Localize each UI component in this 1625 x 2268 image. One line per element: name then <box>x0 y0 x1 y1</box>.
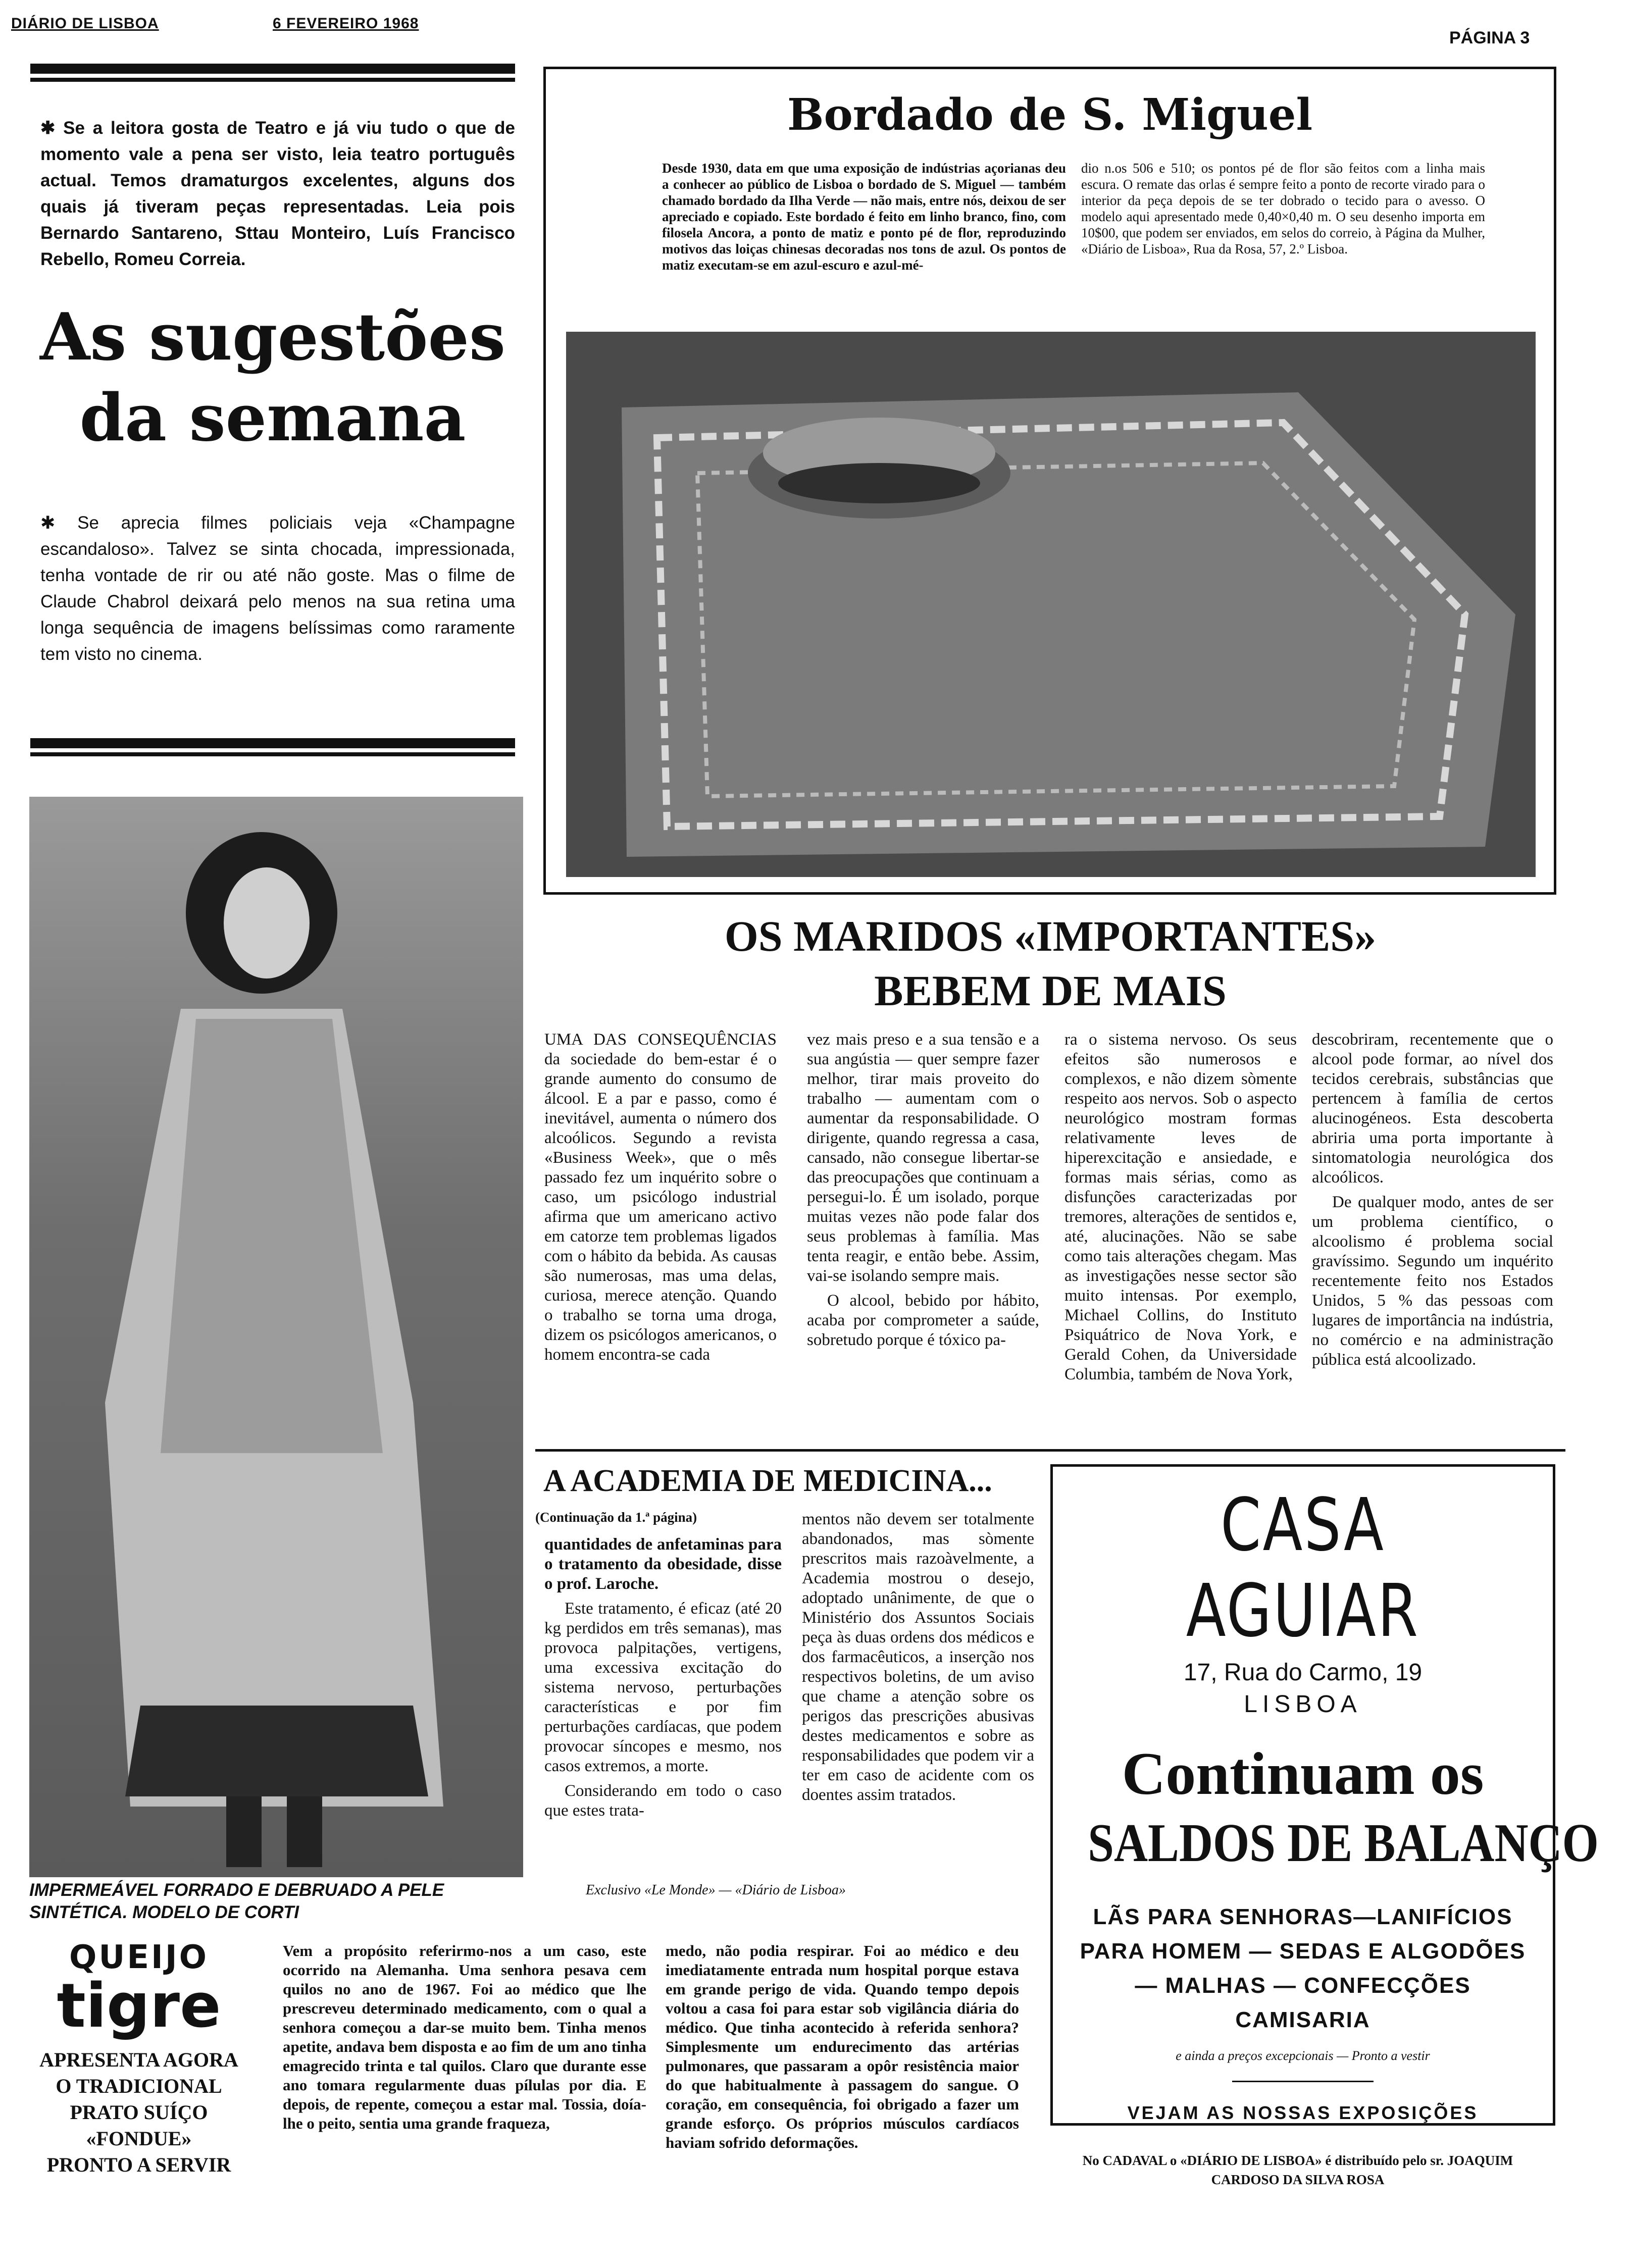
academy-col1 <box>544 1535 782 1826</box>
suggestions-title-line2: da semana <box>79 380 466 456</box>
academy-credit: Exclusivo «Le Monde» — «Diário de Lisboa» <box>586 1882 846 1898</box>
husbands-title-line2: BEBEM DE MAIS <box>874 966 1227 1015</box>
husbands-col4-para1: descobriram, recentemente que o alcool pode formar, ao nível dos tecidos cerebrais, substâncias que pertencem à família de certos alucinogéneos. Esta descoberta abriria uma porta importante à sintomatologia neurológica dos alcoólicos. <box>1312 1030 1553 1187</box>
embroidery-box <box>543 67 1556 895</box>
masthead-date: 6 FEVEREIRO 1968 <box>273 15 419 32</box>
casa-aguiar-city: LISBOA <box>1244 1691 1362 1718</box>
tigre-logo: tigre <box>57 1971 221 2041</box>
husbands-col3 <box>1064 1030 1297 1384</box>
casa-aguiar-products: LÃS PARA SENHORAS—LANIFÍCIOS PARA HOMEM — SEDAS E ALGODÕES — MALHAS — CONFECÇÕES CAMISARIA <box>1080 1904 1526 2032</box>
queijo-label: QUEIJO <box>69 1939 209 1976</box>
academy-col1-para2: Este tratamento, é eficaz (até 20 kg perdidos em três semanas), mas provoca palpitações, vertigens, uma excessiva excitação do sistema nervoso, perturbações características e por fim perturbações cardíacas, que podem provocar síncopes e mesmo, nos casos extremos, a morte. <box>544 1600 782 1775</box>
suggestions-title-line1: As sugestões <box>39 299 506 375</box>
husbands-title <box>535 909 1565 1018</box>
mid-divider <box>535 1449 1565 1452</box>
embroidery-title: Bordado de S. Miguel <box>787 89 1313 140</box>
academy-continuation: (Continuação da 1.ª página) <box>535 1510 697 1525</box>
casa-aguiar-address: 17, Rua do Carmo, 19 <box>1183 1659 1423 1686</box>
queijo-line6: PRONTO A SERVIR <box>46 2153 231 2176</box>
casa-aguiar-headline1: Continuam os <box>1122 1740 1484 1807</box>
academy-title: A ACADEMIA DE MEDICINA... <box>543 1464 992 1498</box>
queijo-line3: O TRADICIONAL <box>56 2075 222 2097</box>
bottom-story-col1: Vem a propósito referirmo-nos a um caso, este ocorrido na Alemanha. Uma senhora pesava cem quilos no ano de 1967. Foi ao médico que lhe prescreveu determinado medicamento, com o qual a senhora começou a dar-se muito bem. Tinha menos apetite, andava bem disposta e ao fim de um ano tinha emagrecido trinta e tal quilos. Claro que durante esse ano tomara regularmente duas pílulas por dia. E depois, de repente, começou a estar mal. Tossia, doía-lhe o peito, sentia uma grande fraqueza, <box>283 1942 646 2132</box>
casa-aguiar-name: CASA AGUIAR <box>1186 1482 1420 1653</box>
photo-caption: IMPERMEÁVEL FORRADO E DEBRUADO A PELE SINTÉTICA. MODELO DE CORTI <box>29 1880 444 1922</box>
embroidery-col1: Desde 1930, data em que uma exposição de indústrias açorianas deu a conhecer ao público de Lisboa o bordado de S. Miguel — também chamado bordado da Ilha Verde — não mais, entre nós, deixou de ser apreciado e copiado. Este bordado é feito em linho branco, fino, com filosela Ancora, a ponto de matiz e ponto pé de flor, reproduzindo motivos das loiças chinesas decoradas nos tons de azul. Os pontos de matiz executam-se em azul-escuro e azul-mé- <box>662 161 1066 273</box>
casa-aguiar-prices: e ainda a preços excepcionais — Pronto a vestir <box>1176 2048 1430 2063</box>
husbands-col4 <box>1312 1030 1553 1375</box>
husbands-col2-para1: vez mais preso e a sua tensão e a sua angústia — quer sempre fazer melhor, tirar mais proveito do trabalho — aumentam com o aumentar da responsabilidade. O dirigente, quando regressa a casa, cansado, não consegue libertar-se das preocupações que continuam a persegui-lo. É um isolado, porque muitas vezes não pode falar dos seus problemas à família. Mas tenta reagir, e então bebe. Assim, vai-se isolando sempre mais. <box>807 1030 1039 1285</box>
bottom-story-col2: medo, não podia respirar. Foi ao médico e deu imediatamente entrada num hospital porque estava em grande perigo de vida. Quando tempo depois voltou a casa foi para estar sob vigilância diária do médico. Que tinha acontecido à referida senhora? Simplesmente um endurecimento das artérias pulmonares, que passaram a opôr resistência maior do que habitualmente à passagem do sangue. O coração, em consequência, foi obrigado a fazer um grande esforço. Os próprios músculos cardíacos haviam sofrido deformações. <box>666 1942 1019 2151</box>
bullet-icon: ✱ <box>40 513 78 533</box>
casa-aguiar-headline2: SALDOS DE BALANÇO <box>1088 1813 1599 1873</box>
suggestions-title <box>30 297 515 458</box>
casa-aguiar-ornament <box>1232 2081 1374 2082</box>
husbands-col2 <box>807 1030 1039 1355</box>
suggestion-film <box>40 510 515 667</box>
husbands-col1-text: UMA DAS CONSEQUÊNCIAS da sociedade do bem-estar é o grande aumento do consumo de álcool. E a par e passo, como é inevitável, aumenta o número dos alcoólicos. Segundo a revista «Business Week», que o mês passado fez um inquérito sobre o caso, um psicólogo industrial afirma que um americano activo em catorze tem problemas ligados com o hábito da bebida. As causas são numerosas, mas uma delas, curiosa, merece atenção. Quando o trabalho se torna uma droga, dizem os psicólogos americanos, o homem encontra-se cada <box>544 1030 777 1364</box>
embroidery-cloth <box>566 332 1536 877</box>
husbands-col2-para2: O alcool, bebido por hábito, acaba por comprometer a saúde, sobretudo porque é tóxico pa- <box>807 1292 1039 1349</box>
academy-col2: mentos não devem ser totalmente abandonados, mas sòmente prescritos mais razoàvelmente, a Academia mostrou o desejo, adoptado unânimente, de que o Ministério dos Assuntos Sociais peça às duas ordens dos médicos e dos farmacêuticos, a inserção nos respectivos boletins, de um aviso que chame a atenção sobre os perigos das prescrições abusivas destes medicamentos e sobre as responsabilidades que podem vir a ter em caso de acidente com os doentes assim tratados. <box>802 1510 1034 1804</box>
queijo-tigre-ad <box>20 1939 258 2178</box>
queijo-line4: PRATO SUÍÇO <box>70 2101 208 2124</box>
husbands-title-line1: OS MARIDOS «IMPORTANTES» <box>724 912 1377 960</box>
academy-col1-para1: quantidades de anfetaminas para o tratamento da obesidade, disse o prof. Laroche. <box>544 1535 782 1593</box>
section-rule-bottom-thin <box>30 752 515 756</box>
queijo-line5: «FONDUE» <box>86 2127 192 2150</box>
casa-aguiar-footer: VEJAM AS NOSSAS EXPOSIÇÕES <box>1127 2102 1479 2123</box>
academy-col1-para3: Considerando em todo o caso que estes trata- <box>544 1782 782 1820</box>
husbands-col4-para2: De qualquer modo, antes de ser um problema científico, o alcoolismo é problema social gravíssimo. Segundo um inquérito recentemente feito nos Estados Unidos, 5 % das pessoas com lugares de importância na indústria, no comércio e na administração pública está alcoolizado. <box>1312 1193 1553 1369</box>
husbands-col1 <box>544 1030 777 1365</box>
masthead-paper: DIÁRIO DE LISBOA <box>11 15 159 32</box>
casa-aguiar-ad <box>1050 1464 1599 2126</box>
coat-figure <box>29 797 523 1877</box>
suggestion-theatre <box>40 115 515 273</box>
embroidery-photo <box>566 332 1536 877</box>
section-rule-bottom <box>30 738 515 748</box>
suggestion-theatre-text: Se a leitora gosta de Teatro e já viu tudo o que de momento vale a pena ser visto, leia teatro português actual. Temos dramaturgos excelentes, alguns dos quais já tiveram peças representadas. Leia pois Bernardo Santareno, Sttau Monteiro, Luís Francisco Rebello, Romeu Correia. <box>40 118 515 269</box>
section-rule-top-thin <box>30 78 515 82</box>
coat-photo <box>29 797 523 1877</box>
bullet-icon: ✱ <box>40 118 64 138</box>
queijo-line2: APRESENTA AGORA <box>39 2048 238 2071</box>
husbands-col3-text: ra o sistema nervoso. Os seus efeitos são numerosos e complexos, e não dizem sòmente respeito aos nervos. Sob o aspecto neurológico mostram formas relativamente leves de hiperexcitação e ansiedade, e formas mais sérias, como as disfunções caracterizadas por tremores, alterações de sentidos e, até, alucinações. Não se sabe como tais alterações chegam. Mas as investigações nesse sector são muito intensas. Por exemplo, Michael Collins, do Instituto Psiquátrico de Nova York, e Gerald Cohen, da Universidade Columbia, também de Nova York, <box>1064 1030 1297 1383</box>
section-rule-top <box>30 64 515 74</box>
suggestion-film-text: Se aprecia filmes policiais veja «Champagne escandaloso». Talvez se sinta chocada, impressionada, tenha vontade de rir ou até não goste. Mas o filme de Claude Chabrol deixará pelo menos na sua retina uma longa sequência de imagens belíssimas como raramente tem visto no cinema. <box>40 513 515 664</box>
embroidery-col2: dio n.os 506 e 510; os pontos pé de flor são feitos com a linha mais escura. O remate das orlas é sempre feito a ponto de recorte virado para o interior da peça depois de se ter dobrado o tecido para o avesso. O modelo aqui apresentado mede 0,40×0,40 m. O seu desenho importa em 10$00, que podem ser enviados, em selos do correio, à Página da Mulher, «Diário de Lisboa», Rua da Rosa, 57, 2.º Lisboa. <box>1081 161 1485 256</box>
page-number: PÁGINA 3 <box>1449 28 1530 47</box>
distribution-note: No CADAVAL o «DIÁRIO DE LISBOA» é distribuído pelo sr. JOAQUIM CARDOSO DA SILVA ROSA <box>1082 2153 1513 2187</box>
